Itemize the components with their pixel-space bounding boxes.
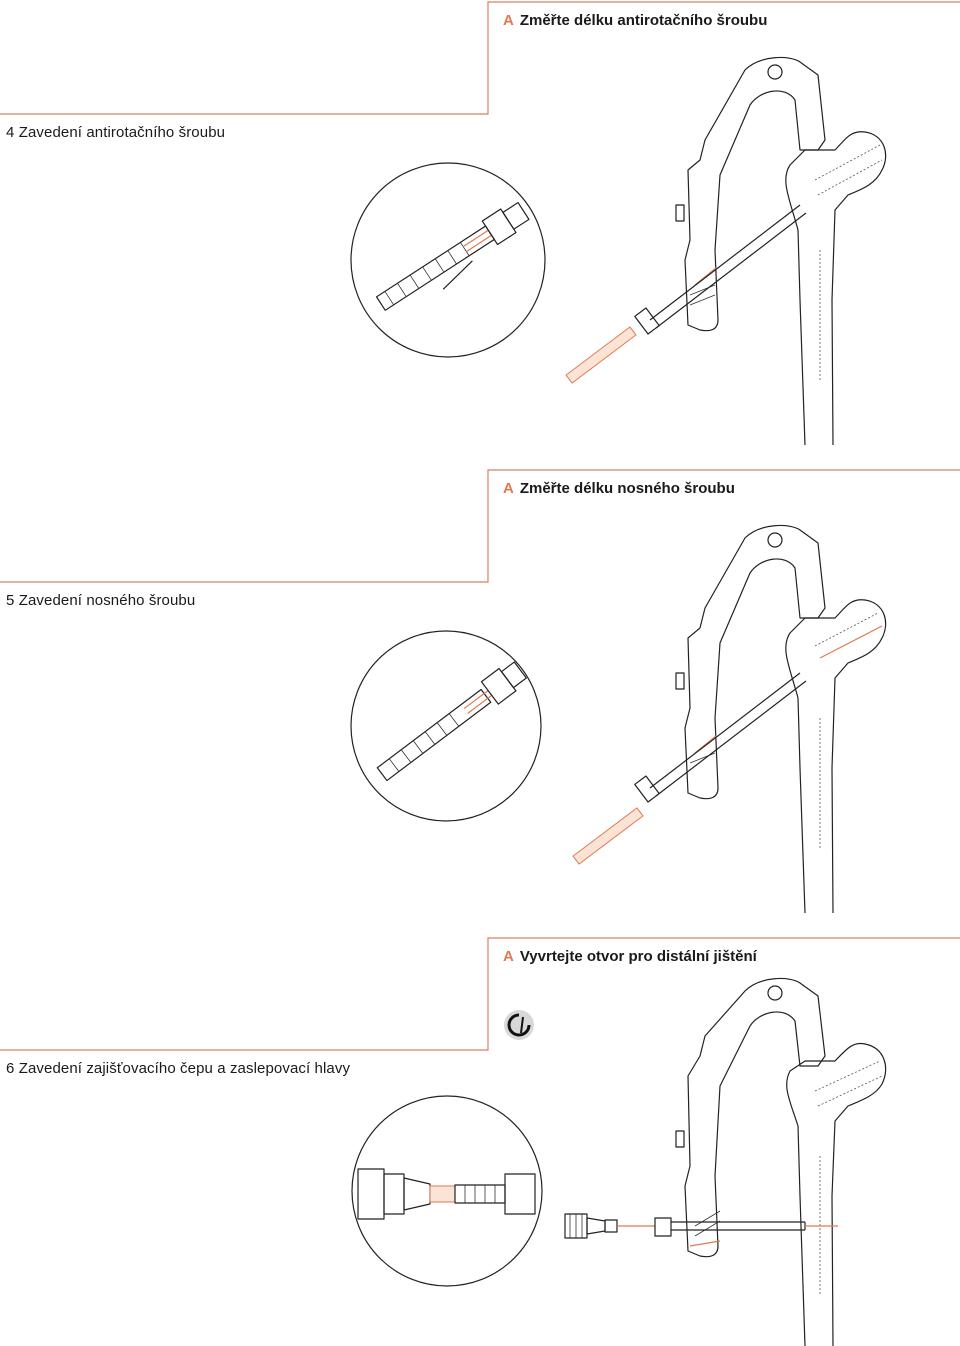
femur-bone	[786, 600, 886, 913]
aiming-arm	[676, 525, 825, 798]
drill-assembly	[565, 1214, 838, 1238]
aiming-arm	[676, 978, 825, 1256]
step-title: 4 Zavedení antirotačního šroubu	[6, 124, 226, 141]
substep-letter: A	[503, 12, 514, 29]
zoom-detail	[351, 163, 545, 357]
femur-bone	[786, 132, 886, 445]
section-step-4	[0, 0, 960, 468]
femur-bone	[787, 1043, 886, 1346]
substep-letter: A	[503, 480, 514, 497]
section-step-5	[0, 468, 960, 936]
aiming-arm	[676, 57, 825, 330]
section-step-6	[0, 936, 960, 1346]
step-title: 5 Zavedení nosného šroubu	[6, 592, 196, 609]
zoom-detail	[351, 631, 541, 821]
step-title: 6 Zavedení zajišťovacího čepu a zaslepovací hlavy	[6, 1060, 351, 1077]
illustration-step-6	[0, 936, 960, 1346]
illustration-step-5	[0, 468, 960, 936]
substep-label: Změřte délku antirotačního šroubu	[519, 12, 768, 29]
substep-label: Změřte délku nosného šroubu	[519, 480, 735, 497]
zoom-detail	[352, 1096, 542, 1286]
substep-label: Vyvrtejte otvor pro distální jištění	[519, 948, 757, 965]
illustration-step-4	[0, 0, 960, 468]
substep-letter: A	[503, 948, 514, 965]
